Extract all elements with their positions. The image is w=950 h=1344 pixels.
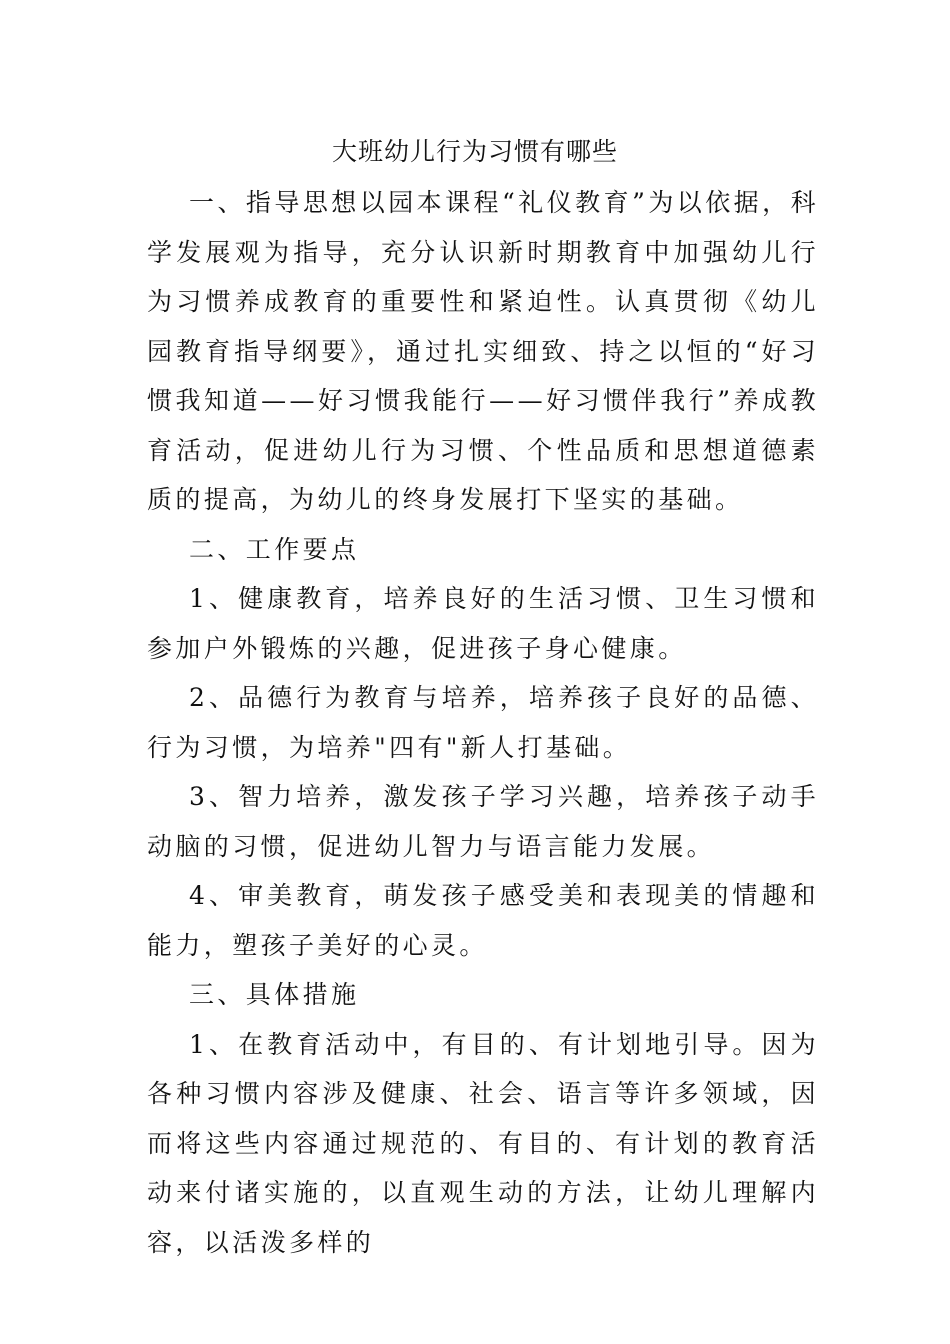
heading-work-points: 二、工作要点 <box>189 534 360 564</box>
paragraph-aesthetic-education: 4、审美教育，萌发孩子感受美和表现美的情趣和能力，塑孩子美好的心灵。 <box>147 881 819 960</box>
paragraph-health-education: 1、健康教育，培养良好的生活习惯、卫生习惯和参加户外锻炼的兴趣，促进孩子身心健康。 <box>147 584 819 663</box>
paragraph-moral-education: 2、品德行为教育与培养，培养孩子良好的品德、行为习惯，为培养"四有"新人打基础。 <box>147 683 819 762</box>
paragraph-measure-1: 1、在教育活动中，有目的、有计划地引导。因为各种习惯内容涉及健康、社会、语言等许多领域，因而将这些内容通过规范的、有目的、有计划的教育活动来付诸实施的，以直观生动的方法，让幼儿理解内容，以活泼多样的 <box>147 1029 819 1257</box>
paragraph-guiding-ideology: 一、指导思想以园本课程“礼仪教育”为以依据，科学发展观为指导，充分认识新时期教育中加强幼儿行为习惯养成教育的重要性和紧迫性。认真贯彻《幼儿园教育指导纲要》，通过扎实细致、持之以恒的“好习惯我知道——好习惯我能行——好习惯伴我行”养成教育活动，促进幼儿行为习惯、个性品质和思想道德素质的提高，为幼儿的终身发展打下坚实的基础。 <box>147 188 819 514</box>
document-body <box>147 178 819 1267</box>
paragraph-intellectual-training: 3、智力培养，激发孩子学习兴趣，培养孩子动手动脑的习惯，促进幼儿智力与语言能力发展。 <box>147 782 819 861</box>
document-title: 大班幼儿行为习惯有哪些 <box>331 137 618 166</box>
heading-specific-measures: 三、具体措施 <box>189 980 360 1009</box>
